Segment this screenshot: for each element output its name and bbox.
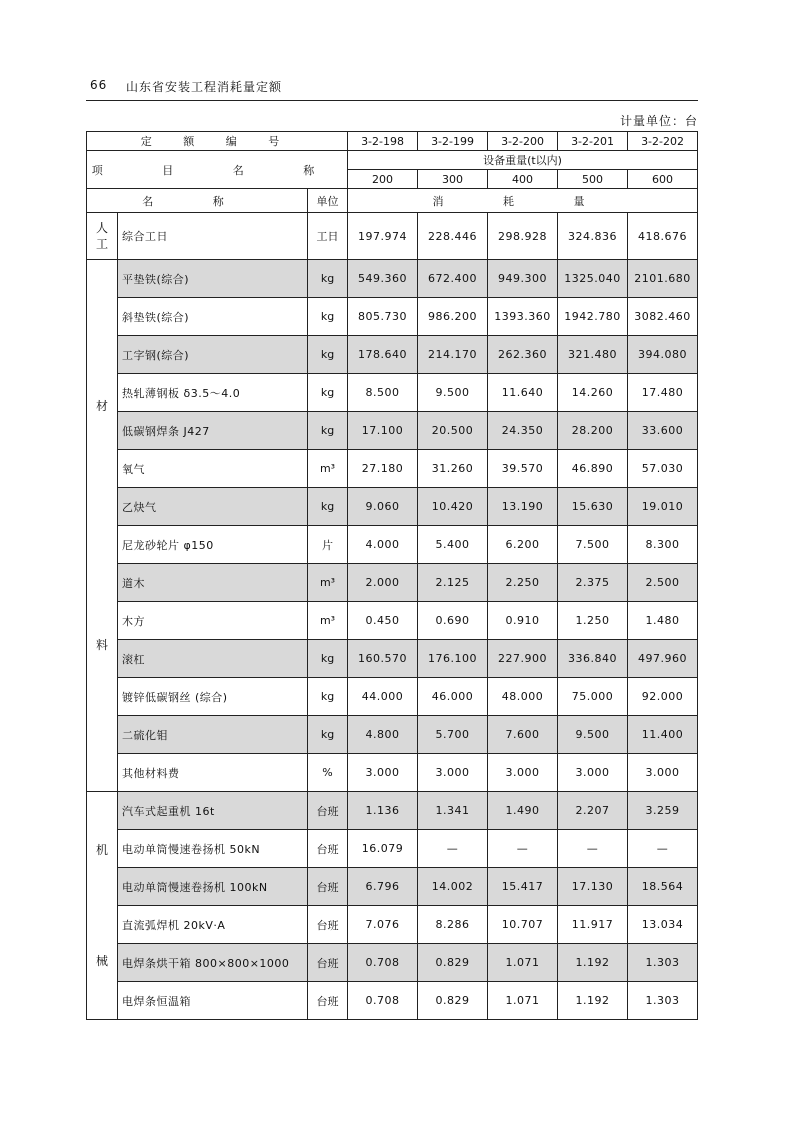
consumption-column-header: 消 耗 量 <box>348 189 698 213</box>
consumption-value: 6.796 <box>348 868 418 906</box>
consumption-value: 2.375 <box>558 564 628 602</box>
consumption-value: 2101.680 <box>628 260 698 298</box>
table-row <box>87 716 698 754</box>
consumption-value: 3.000 <box>488 754 558 792</box>
table-row <box>87 868 698 906</box>
consumption-value: — <box>488 830 558 868</box>
consumption-value: 3.000 <box>628 754 698 792</box>
quota-code: 3-2-202 <box>628 132 698 151</box>
consumption-value: 39.570 <box>488 450 558 488</box>
consumption-value: 394.080 <box>628 336 698 374</box>
item-unit: % <box>308 754 348 792</box>
consumption-value: — <box>418 830 488 868</box>
consumption-value: 7.076 <box>348 906 418 944</box>
unit-column-header: 单位 <box>308 189 348 213</box>
consumption-value: 11.640 <box>488 374 558 412</box>
consumption-value: 0.708 <box>348 944 418 982</box>
consumption-value: 15.417 <box>488 868 558 906</box>
consumption-value: 3.000 <box>558 754 628 792</box>
consumption-value: 16.079 <box>348 830 418 868</box>
consumption-value: 75.000 <box>558 678 628 716</box>
consumption-value: 13.190 <box>488 488 558 526</box>
quota-code: 3-2-201 <box>558 132 628 151</box>
param-label-row <box>87 151 698 170</box>
item-name: 电焊条烘干箱 800×800×1000 <box>118 944 308 982</box>
page-header <box>86 72 698 101</box>
consumption-value: 6.200 <box>488 526 558 564</box>
consumption-value: 27.180 <box>348 450 418 488</box>
consumption-value: 3.259 <box>628 792 698 830</box>
consumption-value: 197.974 <box>348 213 418 260</box>
consumption-value: 57.030 <box>628 450 698 488</box>
consumption-value: 0.450 <box>348 602 418 640</box>
item-name: 工字钢(综合) <box>118 336 308 374</box>
quota-code-row <box>87 132 698 151</box>
consumption-value: 2.207 <box>558 792 628 830</box>
table-row <box>87 944 698 982</box>
consumption-value: 20.500 <box>418 412 488 450</box>
name-column-header: 名 称 <box>87 189 308 213</box>
consumption-value: 15.630 <box>558 488 628 526</box>
table-row <box>87 830 698 868</box>
consumption-value: 1.192 <box>558 944 628 982</box>
consumption-value: 2.250 <box>488 564 558 602</box>
consumption-value: 1942.780 <box>558 298 628 336</box>
consumption-value: 24.350 <box>488 412 558 450</box>
group-label-char: 料 <box>95 638 108 653</box>
consumption-value: 0.829 <box>418 982 488 1020</box>
table-row <box>87 488 698 526</box>
consumption-value: — <box>628 830 698 868</box>
book-title: 山东省安装工程消耗量定额 <box>126 80 283 94</box>
item-name: 电动单筒慢速卷扬机 100kN <box>118 868 308 906</box>
consumption-value: 1.480 <box>628 602 698 640</box>
quota-code-label: 定 额 编 号 <box>87 132 348 151</box>
group-label-char: 械 <box>95 954 108 969</box>
consumption-value: 3082.460 <box>628 298 698 336</box>
param-value: 200 <box>348 170 418 189</box>
consumption-value: 7.500 <box>558 526 628 564</box>
item-name: 二硫化钼 <box>118 716 308 754</box>
group-label-char: 人 <box>95 221 108 235</box>
item-name: 道木 <box>118 564 308 602</box>
consumption-value: 1.341 <box>418 792 488 830</box>
item-unit: kg <box>308 260 348 298</box>
consumption-value: 1325.040 <box>558 260 628 298</box>
quota-code: 3-2-200 <box>488 132 558 151</box>
consumption-value: 17.480 <box>628 374 698 412</box>
item-unit: m³ <box>308 450 348 488</box>
table-row <box>87 298 698 336</box>
consumption-value: 7.600 <box>488 716 558 754</box>
item-unit: 台班 <box>308 868 348 906</box>
consumption-value: 11.400 <box>628 716 698 754</box>
consumption-value: 0.829 <box>418 944 488 982</box>
consumption-value: 178.640 <box>348 336 418 374</box>
consumption-value: 1.250 <box>558 602 628 640</box>
consumption-value: 176.100 <box>418 640 488 678</box>
item-name: 乙炔气 <box>118 488 308 526</box>
table-row <box>87 260 698 298</box>
group-label <box>87 260 118 792</box>
quota-table <box>86 131 698 1020</box>
item-unit: kg <box>308 488 348 526</box>
consumption-value: 1.490 <box>488 792 558 830</box>
item-name: 氧气 <box>118 450 308 488</box>
param-label: 设备重量(t以内) <box>348 151 698 170</box>
consumption-value: 3.000 <box>418 754 488 792</box>
param-value: 400 <box>488 170 558 189</box>
item-unit: 台班 <box>308 792 348 830</box>
table-row <box>87 640 698 678</box>
item-unit: 台班 <box>308 830 348 868</box>
consumption-value: 805.730 <box>348 298 418 336</box>
consumption-value: 0.708 <box>348 982 418 1020</box>
consumption-value: 17.130 <box>558 868 628 906</box>
table-row <box>87 678 698 716</box>
item-name: 镀锌低碳钢丝 (综合) <box>118 678 308 716</box>
item-name: 低碳钢焊条 J427 <box>118 412 308 450</box>
consumption-value: 5.700 <box>418 716 488 754</box>
consumption-value: 8.500 <box>348 374 418 412</box>
consumption-value: 3.000 <box>348 754 418 792</box>
table-row <box>87 792 698 830</box>
consumption-value: 336.840 <box>558 640 628 678</box>
consumption-value: 44.000 <box>348 678 418 716</box>
consumption-value: 949.300 <box>488 260 558 298</box>
table-row <box>87 982 698 1020</box>
consumption-value: 160.570 <box>348 640 418 678</box>
group-label-char: 材 <box>95 398 108 413</box>
group-label-char: 工 <box>95 237 108 251</box>
consumption-value: 227.900 <box>488 640 558 678</box>
group-label-char: 机 <box>95 842 108 857</box>
table-row <box>87 336 698 374</box>
consumption-value: 228.446 <box>418 213 488 260</box>
param-value: 300 <box>418 170 488 189</box>
item-unit: m³ <box>308 564 348 602</box>
item-unit: 片 <box>308 526 348 564</box>
item-unit: kg <box>308 374 348 412</box>
item-name: 木方 <box>118 602 308 640</box>
consumption-value: 28.200 <box>558 412 628 450</box>
consumption-value: 4.800 <box>348 716 418 754</box>
param-value: 600 <box>628 170 698 189</box>
measurement-unit-note: 计量单位：台 <box>619 114 698 128</box>
consumption-value: 92.000 <box>628 678 698 716</box>
item-unit: 台班 <box>308 906 348 944</box>
item-unit: kg <box>308 298 348 336</box>
consumption-value: 298.928 <box>488 213 558 260</box>
table-row <box>87 526 698 564</box>
item-unit: kg <box>308 678 348 716</box>
consumption-value: 1.071 <box>488 944 558 982</box>
item-unit: kg <box>308 336 348 374</box>
consumption-value: 14.002 <box>418 868 488 906</box>
consumption-value: 33.600 <box>628 412 698 450</box>
table-row <box>87 412 698 450</box>
item-name: 电焊条恒温箱 <box>118 982 308 1020</box>
table-row <box>87 906 698 944</box>
consumption-value: — <box>558 830 628 868</box>
item-name: 平垫铁(综合) <box>118 260 308 298</box>
table-row <box>87 213 698 260</box>
quota-code: 3-2-199 <box>418 132 488 151</box>
consumption-value: 324.836 <box>558 213 628 260</box>
item-unit: 台班 <box>308 944 348 982</box>
consumption-value: 48.000 <box>488 678 558 716</box>
item-unit: kg <box>308 412 348 450</box>
consumption-value: 4.000 <box>348 526 418 564</box>
consumption-value: 8.286 <box>418 906 488 944</box>
consumption-value: 46.000 <box>418 678 488 716</box>
item-unit: 工日 <box>308 213 348 260</box>
consumption-value: 1393.360 <box>488 298 558 336</box>
consumption-value: 2.000 <box>348 564 418 602</box>
item-name: 直流弧焊机 20kV·A <box>118 906 308 944</box>
consumption-value: 262.360 <box>488 336 558 374</box>
group-label <box>87 792 118 1020</box>
consumption-value: 5.400 <box>418 526 488 564</box>
consumption-value: 11.917 <box>558 906 628 944</box>
item-name: 汽车式起重机 16t <box>118 792 308 830</box>
table-row <box>87 564 698 602</box>
item-name-label: 项 目 名 称 <box>87 151 348 189</box>
consumption-value: 8.300 <box>628 526 698 564</box>
consumption-value: 549.360 <box>348 260 418 298</box>
consumption-value: 10.707 <box>488 906 558 944</box>
table-row <box>87 450 698 488</box>
consumption-value: 1.071 <box>488 982 558 1020</box>
quota-code: 3-2-198 <box>348 132 418 151</box>
consumption-value: 31.260 <box>418 450 488 488</box>
item-name: 综合工日 <box>118 213 308 260</box>
page-number: 66 <box>90 78 108 92</box>
consumption-value: 986.200 <box>418 298 488 336</box>
consumption-value: 321.480 <box>558 336 628 374</box>
consumption-value: 672.400 <box>418 260 488 298</box>
consumption-value: 10.420 <box>418 488 488 526</box>
item-unit: kg <box>308 716 348 754</box>
consumption-value: 13.034 <box>628 906 698 944</box>
consumption-value: 46.890 <box>558 450 628 488</box>
consumption-value: 9.500 <box>558 716 628 754</box>
item-name: 热轧薄钢板 δ3.5～4.0 <box>118 374 308 412</box>
consumption-value: 418.676 <box>628 213 698 260</box>
consumption-value: 9.500 <box>418 374 488 412</box>
table-row <box>87 374 698 412</box>
consumption-value: 2.125 <box>418 564 488 602</box>
group-label <box>87 213 118 260</box>
consumption-value: 497.960 <box>628 640 698 678</box>
consumption-value: 1.303 <box>628 944 698 982</box>
consumption-value: 9.060 <box>348 488 418 526</box>
table-row <box>87 602 698 640</box>
item-name: 尼龙砂轮片 φ150 <box>118 526 308 564</box>
item-name: 其他材料费 <box>118 754 308 792</box>
consumption-value: 17.100 <box>348 412 418 450</box>
item-name: 斜垫铁(综合) <box>118 298 308 336</box>
item-unit: m³ <box>308 602 348 640</box>
consumption-value: 0.690 <box>418 602 488 640</box>
consumption-value: 1.136 <box>348 792 418 830</box>
consumption-value: 14.260 <box>558 374 628 412</box>
consumption-value: 1.192 <box>558 982 628 1020</box>
item-unit: 台班 <box>308 982 348 1020</box>
consumption-value: 18.564 <box>628 868 698 906</box>
item-name: 电动单筒慢速卷扬机 50kN <box>118 830 308 868</box>
consumption-value: 1.303 <box>628 982 698 1020</box>
consumption-value: 19.010 <box>628 488 698 526</box>
item-unit: kg <box>308 640 348 678</box>
consumption-value: 0.910 <box>488 602 558 640</box>
table-row <box>87 754 698 792</box>
param-value: 500 <box>558 170 628 189</box>
consumption-value: 214.170 <box>418 336 488 374</box>
consumption-value: 2.500 <box>628 564 698 602</box>
column-header-row <box>87 189 698 213</box>
item-name: 滚杠 <box>118 640 308 678</box>
